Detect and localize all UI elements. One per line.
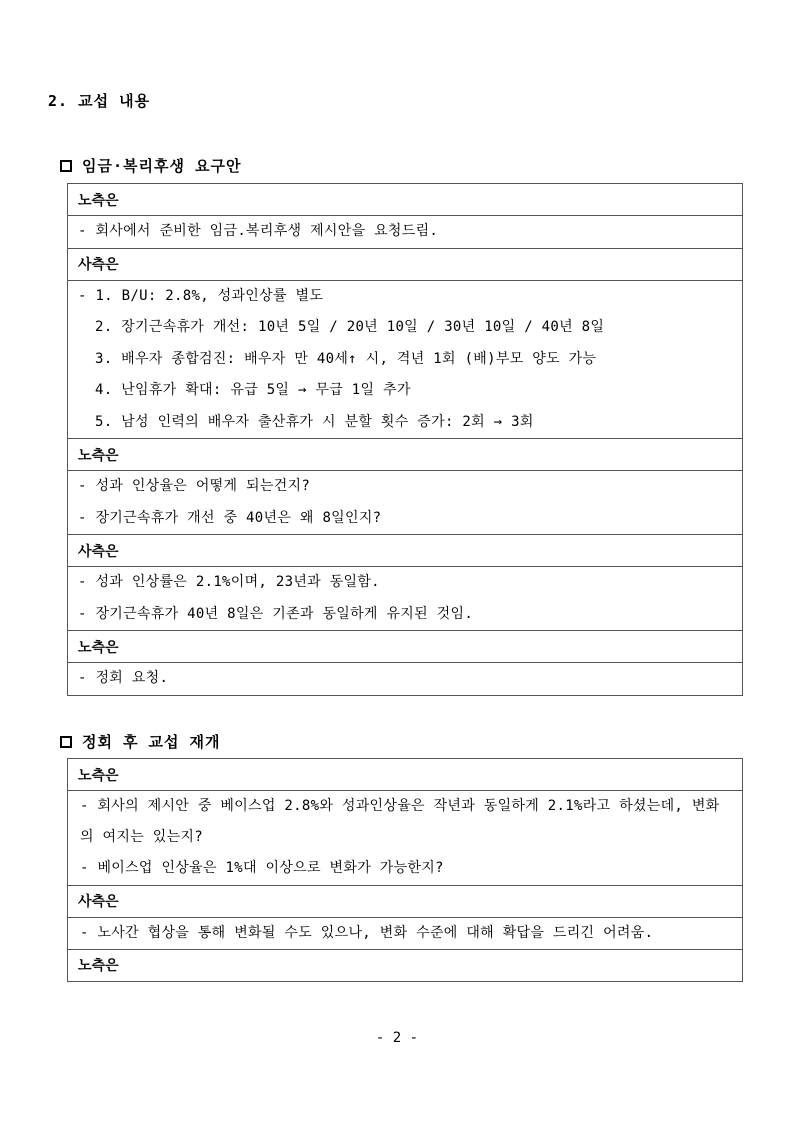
statement-line: - 장기근속휴가 40년 8일은 기존과 동일하게 유지된 것임. (78, 605, 474, 622)
statement-line: - 장기근속휴가 개선 중 40년은 왜 8일인지? (78, 509, 382, 526)
statement-line: 4. 난임휴가 확대: 유급 5일 → 무급 1일 추가 (95, 382, 411, 398)
role-label: 노측은 (68, 184, 743, 216)
statement-line: - 베이스업 인상율은 1%대 이상으로 변화가 가능한지? (80, 860, 444, 876)
statement-line: - 성과 인상율은 어떻게 되는건지? (78, 478, 311, 494)
block2-table (67, 758, 743, 982)
role-label: 노측은 (68, 949, 743, 981)
statement-cell (68, 917, 743, 949)
statement-line: - 성과 인상률은 2.1%이며, 23년과 동일함. (78, 574, 380, 590)
statement-cell (68, 471, 743, 535)
statement-cell (68, 216, 743, 249)
statement-line: 2. 장기근속휴가 개선: 10년 5일 / 20년 10일 / 30년 10일 / 40년 8일 (95, 319, 605, 335)
statement-line: - 1. B/U: 2.8%, 성과인상률 별도 (78, 287, 324, 304)
statement-line: - 정회 요청. (78, 670, 169, 686)
block1-title: 임금·복리후생 요구안 (82, 157, 242, 175)
checkbox-icon (60, 736, 72, 748)
statement-text: - 노사간 협상을 통해 변화될 수도 있으나, 변화 수준에 대해 확답을 드리긴 어려움. (80, 924, 654, 941)
role-label: 사측은 (68, 248, 743, 280)
role-label: 사측은 (68, 535, 743, 567)
block1-heading (60, 155, 241, 176)
statement-line: 5. 남성 인력의 배우자 출산휴가 시 분할 횟수 증가: 2회 → 3회 (95, 413, 534, 430)
statement-cell (68, 567, 743, 631)
block1-table (67, 183, 743, 696)
page-number: - 2 - (375, 1030, 419, 1046)
role-label: 노측은 (68, 759, 743, 791)
statement-line: 3. 배우자 종합검진: 배우자 만 40세↑ 시, 격년 1회 (배)부모 양도 가능 (95, 350, 597, 367)
statement-cell (68, 663, 743, 696)
statement-cell (68, 791, 743, 886)
role-label: 노측은 (68, 439, 743, 471)
checkbox-icon (60, 160, 72, 172)
statement-text: - 회사의 제시안 중 베이스업 2.8%와 성과인상율은 작년과 동일하게 2.1%라고 하셨는데, 변화의 여지는 있는지? (80, 798, 720, 845)
role-label: 사측은 (68, 885, 743, 917)
block2-title: 정회 후 교섭 재개 (82, 733, 221, 751)
section-title: 2. 교섭 내용 (48, 92, 151, 110)
role-label: 노측은 (68, 631, 743, 663)
statement-line: - 회사에서 준비한 임금.복리후생 제시안을 요청드림. (78, 223, 439, 239)
block2-heading (60, 731, 221, 752)
statement-cell (68, 280, 743, 439)
